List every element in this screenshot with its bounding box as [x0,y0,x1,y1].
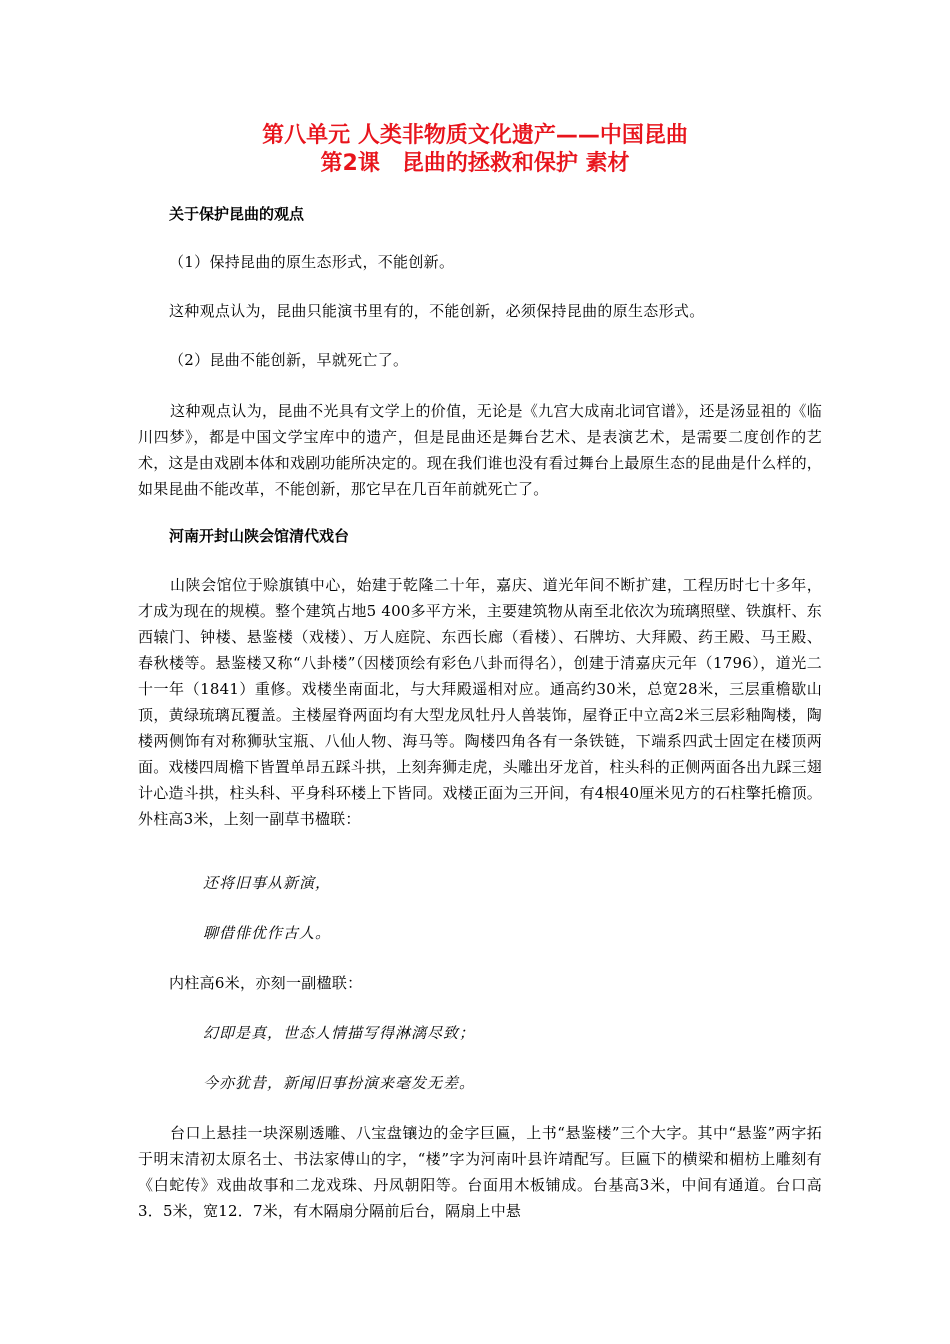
section-heading-stage: 河南开封山陕会馆清代戏台 [169,527,350,545]
couplet-2-line-1: 幻即是真，世态人情描写得淋漓尽致； [203,1024,476,1042]
viewpoint-2-body: 这种观点认为，昆曲不光具有文学上的价值，无论是《九宫大成南北词官谱》，还是汤显祖的《临川四梦》，都是中国文学宝库中的遗产，但是昆曲还是舞台艺术、是表演艺术，是需要二度创作的艺术，这是由戏剧本体和戏剧功能所决定的。现在我们谁也没有看过舞台上最原生态的昆曲是什么样的，如果昆曲不能改革，不能创新，那它早在几百年前就死亡了。 [138,402,823,498]
document-title: 第八单元 人类非物质文化遗产——中国昆曲 [262,123,688,148]
viewpoint-1-body: 这种观点认为，昆曲只能演书里有的，不能创新，必须保持昆曲的原生态形式。 [169,302,705,320]
couplet-1-line-2: 聊借俳优作古人。 [203,924,332,942]
couplet-1-line-1: 还将旧事从新演， [203,874,332,892]
inner-pillar-text: 内柱高6米，亦刻一副楹联： [169,974,363,992]
couplet-2-line-2: 今亦犹昔，新闻旧事扮演来毫发无差。 [203,1074,476,1092]
stage-paragraph-1: 山陕会馆位于赊旗镇中心，始建于乾隆二十年，嘉庆、道光年间不断扩建，工程历时七十多年，才成为现在的规模。整个建筑占地5 400多平方米，主要建筑物从南至北依次为琉璃照壁、铁旗杆、东西辕门、钟楼、悬鉴楼（戏楼）、万人庭院、东西长廊（看楼）、石牌坊、大拜殿、药王殿、马王殿、春秋楼等。悬鉴楼又称“八卦楼”（因楼顶绘有彩色八卦而得名），创建于清嘉庆元年（1796），道光二十一年（1841）重修。戏楼坐南面北，与大拜殿遥相对应。通高约30米，总宽28米，三层重檐歇山顶，黄绿琉璃瓦覆盖。主楼屋脊两面均有大型龙凤牡丹人兽装饰，屋脊正中立高2米三层彩釉陶楼，陶楼两侧饰有对称狮驮宝瓶、八仙人物、海马等。陶楼四角各有一条铁链，下端系四武士固定在楼顶两面。戏楼四周檐下皆置单昂五踩斗拱，上刻奔狮走虎，头雕出牙龙首，柱头科的正侧两面各出九踩三翅计心造斗拱，柱头科、平身科环楼上下皆同。戏楼正面为三开间，有4根40厘米见方的石柱擎托檐顶。外柱高3米，上刻一副草书楹联： [138,576,823,828]
section-heading-viewpoints: 关于保护昆曲的观点 [169,205,305,223]
viewpoint-1: （1）保持昆曲的原生态形式，不能创新。 [169,253,455,271]
lesson-title: 第2课 昆曲的拯救和保护 素材 [320,151,630,176]
viewpoint-2: （2）昆曲不能创新，早就死亡了。 [169,351,409,369]
stage-paragraph-2: 台口上悬挂一块深剔透雕、八宝盘镶边的金字巨匾，上书“悬鉴楼”三个大字。其中“悬鉴”两字拓于明末清初太原名士、书法家傅山的字，“楼”字为河南叶县许靖配写。巨匾下的横梁和楣枋上雕刻有《白蛇传》戏曲故事和二龙戏珠、丹凤朝阳等。台面用木板铺成。台基高3米，中间有通道。台口高3．5米，宽12．7米，有木隔扇分隔前后台，隔扇上中悬 [138,1124,822,1220]
